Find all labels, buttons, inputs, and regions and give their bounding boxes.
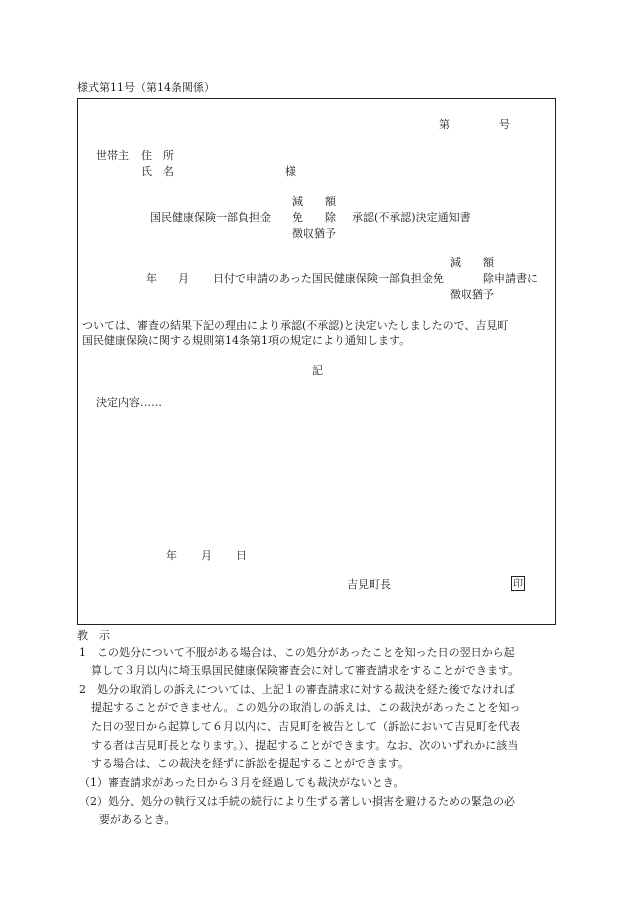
form-title: 様式第11号（第14条関係）	[77, 81, 215, 94]
teaching-line: する者は吉見町長となります。）、提起することができます。なお、次のいずれかに該当	[91, 739, 519, 752]
date-day: 日	[236, 549, 247, 562]
teaching-line: た日の翌日から起算して６月以内に、吉見町を被告として（訴訟において吉見町を代表	[91, 720, 520, 733]
teaching-line: 算して３月以内に埼玉県国民健康保険審査会に対して審査請求をすることができます。	[91, 664, 520, 677]
teaching-line: 1 この処分について不服がある場合は、この処分があったことを知った日の翌日から起	[79, 646, 515, 659]
teaching-line: 2 処分の取消しの訴えについては、上記１の審査請求に対する裁決を経た後でなければ	[79, 683, 515, 696]
seal-box: 印	[511, 576, 525, 591]
doc-number-prefix: 第	[439, 118, 450, 131]
honorific: 様	[285, 165, 296, 178]
teaching-line: 提起することができません。この処分の取消しの訴えは、この裁決があったことを知っ	[91, 701, 521, 714]
request-text: 日付で申請のあった国民健康保険一部負担金免	[213, 272, 444, 285]
issuer: 吉見町長	[347, 578, 391, 591]
date-month: 月	[201, 549, 212, 562]
decision-label: 決定内容……	[96, 396, 162, 409]
teaching-line: 要があるとき。	[99, 813, 176, 826]
notice-title-tail: 承認(不承認)決定通知書	[352, 211, 471, 224]
notice-option-exemption: 免 除	[292, 211, 336, 224]
request-month: 月	[178, 272, 189, 285]
doc-number-suffix: 号	[499, 118, 510, 131]
teaching-heading: 教 示	[77, 629, 110, 642]
request-year: 年	[146, 272, 157, 285]
teaching-line: する場合は、この裁決を経ずに訴訟を提起することができます。	[91, 757, 410, 770]
body-line-1: ついては、審査の結果下記の理由により承認(不承認)と決定いたしましたので、吉見町	[82, 319, 509, 332]
body-line-2: 国民健康保険に関する規則第14条第1項の規定により通知します。	[82, 334, 411, 347]
teaching-line: （2）処分、処分の執行又は手続の続行により生ずる著しい損害を避けるための緊急の必	[79, 795, 515, 808]
request-option-reduction: 減 額	[450, 256, 494, 269]
teaching-line: （1）審査請求があった日から３月を経過しても裁決がないとき。	[79, 776, 405, 789]
date-year: 年	[166, 549, 177, 562]
ki-marker: 記	[312, 364, 323, 377]
request-tail: 除申請書に	[483, 272, 538, 285]
name-label: 氏 名	[141, 165, 174, 178]
notice-option-reduction: 減 額	[292, 195, 336, 208]
recipient-role: 世帯主	[96, 149, 129, 162]
request-option-deferral: 徴収猶予	[450, 288, 494, 301]
address-label: 住 所	[141, 149, 174, 162]
notice-title-main: 国民健康保険一部負担金	[150, 211, 271, 224]
notice-option-deferral: 徴収猶予	[292, 227, 336, 240]
